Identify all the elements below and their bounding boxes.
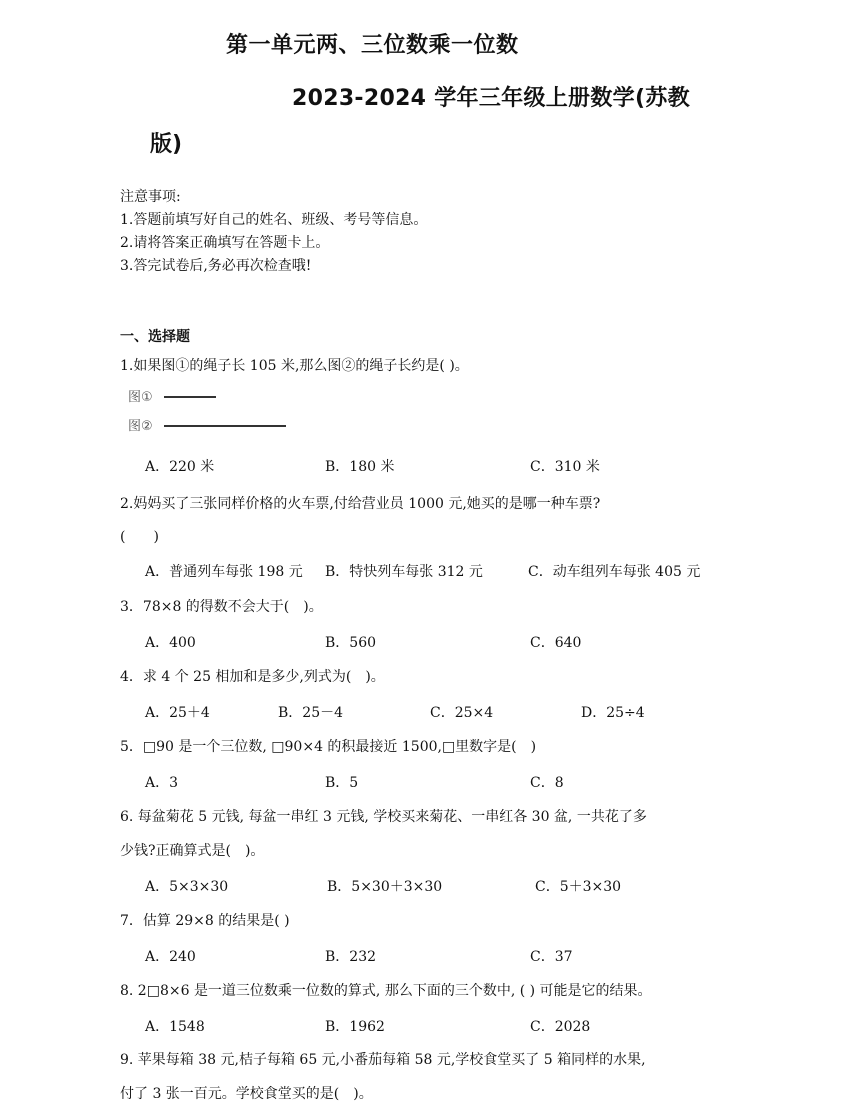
option-a[interactable]: A．1548 [145,1019,205,1035]
figure-label-2: 图② [128,419,153,434]
option-c[interactable]: C．8 [530,775,564,791]
option-d[interactable]: D．25÷4 [581,705,645,721]
question-2-stem: 2.妈妈买了三张同样价格的火车票,付给营业员 1000 元,她买的是哪一种车票? [120,496,601,512]
option-a[interactable]: A．25＋4 [145,705,210,721]
question-7-stem: 7．估算 29×8 的结果是( ) [120,913,290,929]
option-b[interactable]: B．1962 [325,1019,385,1035]
option-a[interactable]: A．5×3×30 [145,879,229,895]
option-c[interactable]: C．2028 [530,1019,591,1035]
figure-label-1: 图① [128,390,153,405]
option-b[interactable]: B．180 米 [325,459,395,475]
section-title: 一、选择题 [120,329,190,345]
option-c[interactable]: C．25×4 [430,705,494,721]
question-9-stem-cont: 付了 3 张一百元。学校食堂买的是( )。 [120,1086,373,1102]
question-8-stem: 8. 2□8×6 是一道三位数乘一位数的算式, 那么下面的三个数中, ( ) 可能是它的结果。 [120,983,652,999]
notice-heading: 注意事项: [120,189,181,205]
title-line-1: 第一单元两、三位数乘一位数 [226,33,519,58]
question-6-stem-cont: 少钱?正确算式是( )。 [120,843,265,859]
option-c[interactable]: C．640 [530,635,582,651]
rope-2-line [164,425,286,427]
option-b[interactable]: B．25－4 [278,705,344,721]
rope-1-line [164,396,216,398]
notice-item: 1.答题前填写好自己的姓名、班级、考号等信息。 [120,212,428,228]
notice-item: 2.请将答案正确填写在答题卡上。 [120,235,330,251]
option-c[interactable]: C．310 米 [530,459,600,475]
title-line-3: 版) [150,132,183,157]
option-a[interactable]: A．普通列车每张 198 元 [145,564,303,580]
option-b[interactable]: B．特快列车每张 312 元 [325,564,483,580]
question-9-stem: 9. 苹果每箱 38 元,桔子每箱 65 元,小番茄每箱 58 元,学校食堂买了 5 箱同样的水果, [120,1052,646,1068]
question-4-stem: 4．求 4 个 25 相加和是多少,列式为( )。 [120,669,385,685]
question-5-stem: 5．□90 是一个三位数, □90×4 的积最接近 1500,□里数字是( ) [120,739,537,755]
option-b[interactable]: B．232 [325,949,377,965]
option-c[interactable]: C．动车组列车每张 405 元 [528,564,701,580]
notice-block [120,186,427,278]
title-line-2: 2023-2024 学年三年级上册数学(苏教 [292,86,690,111]
option-c[interactable]: C．37 [530,949,573,965]
option-b[interactable]: B．5×30＋3×30 [327,879,443,895]
option-b[interactable]: B．560 [325,635,377,651]
option-a[interactable]: A．240 [145,949,196,965]
option-a[interactable]: A．400 [145,635,196,651]
question-6-stem: 6. 每盆菊花 5 元钱, 每盆一串红 3 元钱, 学校买来菊花、一串红各 30 盆, 一共花了多 [120,809,647,825]
notice-item: 3.答完试卷后,务必再次检查哦! [120,258,312,274]
option-b[interactable]: B．5 [325,775,359,791]
question-3-stem: 3．78×8 的得数不会大于( )。 [120,599,323,615]
option-a[interactable]: A．3 [145,775,179,791]
option-a[interactable]: A．220 米 [145,459,215,475]
question-1-stem: 1.如果图①的绳子长 105 米,那么图②的绳子长约是( )。 [120,358,469,374]
option-c[interactable]: C．5＋3×30 [535,879,622,895]
question-2-stem-cont: ( ) [120,529,159,545]
